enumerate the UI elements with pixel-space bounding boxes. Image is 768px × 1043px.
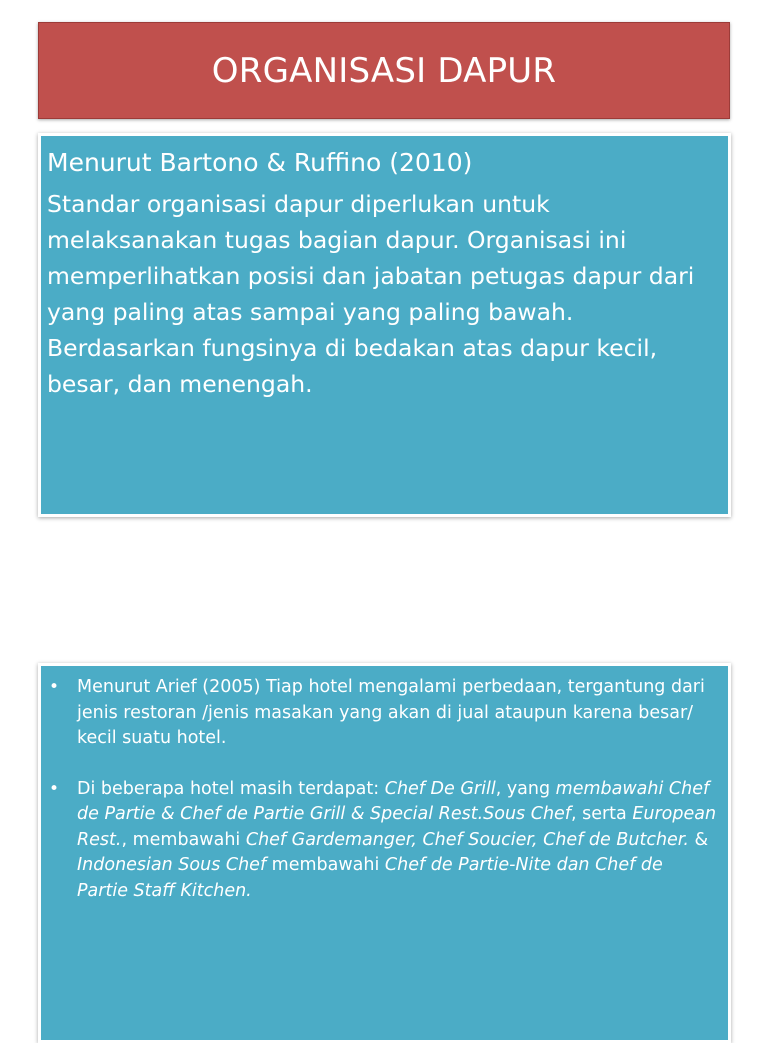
notes-list <box>47 675 718 904</box>
bullet-icon: • <box>49 677 60 697</box>
bullet-text-italic: Chef de Partie-Nite dan Chef de Partie Staff Kitchen. <box>77 855 663 901</box>
bullet-text-italic: Chef Gardemanger, Chef Soucier, Chef de Butcher. <box>245 829 689 850</box>
list-item <box>47 675 718 752</box>
bullet-text-italic: Indonesian Sous Chef <box>77 855 267 875</box>
bullet-text-italic: European Rest. <box>77 804 717 850</box>
slide-title: ORGANISASI DAPUR <box>211 50 557 91</box>
definition-heading: Menurut Bartono & Ruffino (2010) <box>47 148 473 177</box>
bullet-text-segment: , serta <box>570 804 633 824</box>
bullet-icon: • <box>49 778 60 799</box>
list-item <box>47 777 718 905</box>
notes-panel <box>38 663 731 1043</box>
bullet-text-italic: membawahi Chef de Partie & Chef de Partie Grill & Special Rest.Sous Chef <box>77 778 710 824</box>
definition-body: Standar organisasi dapur diperlukan untuk melaksanakan tugas bagian dapur. Organisasi ini memperlihatkan posisi dan jabatan petugas dapur dari yang paling atas sampai yang paling bawah. Berdasarkan fungsinya di bedakan atas dapur kecil, besar, dan menengah. <box>47 190 695 398</box>
bullet-text-italic: Chef De Grill <box>384 778 496 799</box>
slide-title-bar <box>38 22 730 119</box>
bullet-text-segment: membawahi <box>266 855 385 875</box>
bullet-text: Menurut Arief (2005) Tiap hotel mengalami perbedaan, tergantung dari jenis restoran /jenis masakan yang akan di jual ataupun karena besar/ kecil suatu hotel. <box>77 677 705 748</box>
bullet-text-segment: , yang <box>495 778 556 799</box>
bullet-text-segment: , membawahi <box>121 829 246 850</box>
bullet-text-segment: Di beberapa hotel masih terdapat: <box>77 778 385 799</box>
bullet-text-segment: & <box>688 829 709 850</box>
definition-panel <box>38 133 731 517</box>
